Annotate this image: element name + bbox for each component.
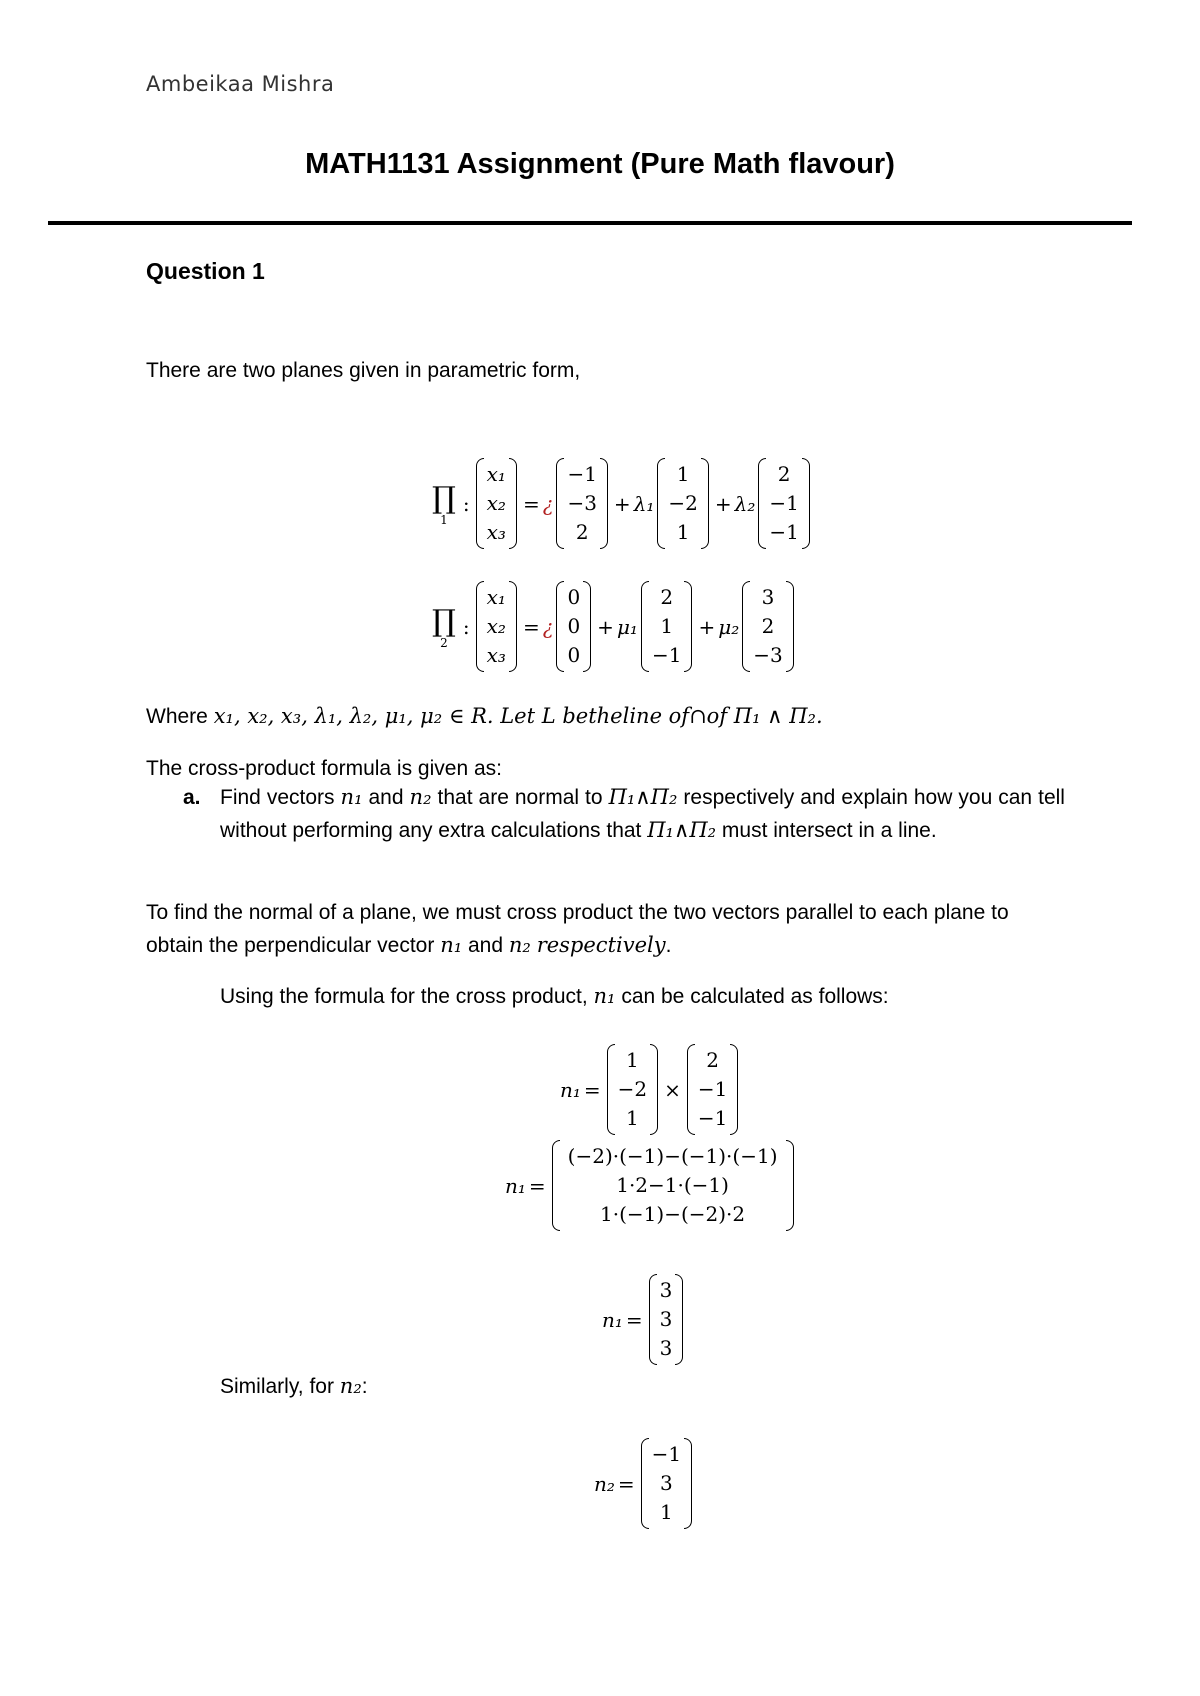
plane2-coef-2: μ₂ (718, 614, 740, 639)
where-statement: Where x₁, x₂, x₃, λ₁, λ₂, μ₁, μ₂ ∈ R. Let L betheline of∩of Π₁ ∧ Π₂. (146, 704, 823, 728)
plane2-label: ∏ 2 (432, 604, 456, 650)
n1-cross-product: n₁ = 1 −2 1 × 2 −1 −1 (560, 1044, 741, 1135)
n2-result: n₂ = −1 3 1 (594, 1438, 695, 1529)
plane1-direction-2: 2 −1 −1 (758, 458, 809, 549)
plane1-equation: ∏ 1 : x₁ x₂ x₃ = ¿ −1 −3 2 + λ₁ 1 −2 1 + λ₂ 2 −1 −1 (432, 458, 813, 549)
equals-glyph: ¿ (542, 491, 554, 516)
plane2-point-vector: 0 0 0 (556, 581, 591, 672)
plane1-coef-2: λ₂ (734, 491, 756, 516)
question-heading: Question 1 (146, 258, 265, 284)
plane1-point-vector: −1 −3 2 (556, 458, 607, 549)
n2-vector: −1 3 1 (641, 1438, 692, 1529)
equals-glyph: ¿ (542, 614, 554, 639)
n1-result: n₁ = 3 3 3 (602, 1274, 686, 1365)
plane2-equation: ∏ 2 : x₁ x₂ x₃ = ¿ 0 0 0 + μ₁ 2 1 −1 + μ₂ 3 2 −3 (432, 581, 797, 672)
author-name: Ambeikaa Mishra (146, 72, 335, 96)
document-title: MATH1131 Assignment (Pure Math flavour) (305, 148, 895, 180)
expansion-vector: (−2)·(−1)−(−1)·(−1) 1·2−1·(−1) 1·(−1)−(−2)·2 (552, 1140, 794, 1231)
plane1-lhs-vector: x₁ x₂ x₃ (476, 458, 517, 549)
plane2-coef-1: μ₁ (616, 614, 638, 639)
cross-product-intro: The cross-product formula is given as: (146, 757, 502, 780)
plane2-direction-1: 2 1 −1 (641, 581, 692, 672)
part-a-label: a. (183, 786, 201, 809)
n1-vector: 3 3 3 (649, 1274, 684, 1365)
vector-b: 2 −1 −1 (687, 1044, 738, 1135)
similarly-text: Similarly, for n₂: (220, 1374, 368, 1398)
n1-expansion: n₁ = (−2)·(−1)−(−1)·(−1) 1·2−1·(−1) 1·(−1)−(−2)·2 (505, 1140, 797, 1231)
plane1-coef-1: λ₁ (633, 491, 655, 516)
intro-text: There are two planes given in parametric form, (146, 359, 581, 382)
part-a-text: Find vectors n₁ and n₂ that are normal to Π₁∧Π₂ respectively and explain how you can tell without performing any extra calculations that Π₁∧Π₂ must intersect in a line. (220, 785, 1065, 842)
plane2-direction-2: 3 2 −3 (742, 581, 793, 672)
plane2-lhs-vector: x₁ x₂ x₃ (476, 581, 517, 672)
using-formula-text: Using the formula for the cross product, n₁ can be calculated as follows: (220, 984, 889, 1008)
title-divider (48, 221, 1132, 225)
plane1-direction-1: 1 −2 1 (657, 458, 708, 549)
plane1-label: ∏ 1 (432, 481, 456, 527)
normal-explanation: To find the normal of a plane, we must cross product the two vectors parallel to each plane to obtain the perpendicular vector n₁ and n₂ respectively. (146, 901, 1009, 957)
vector-a: 1 −2 1 (607, 1044, 658, 1135)
